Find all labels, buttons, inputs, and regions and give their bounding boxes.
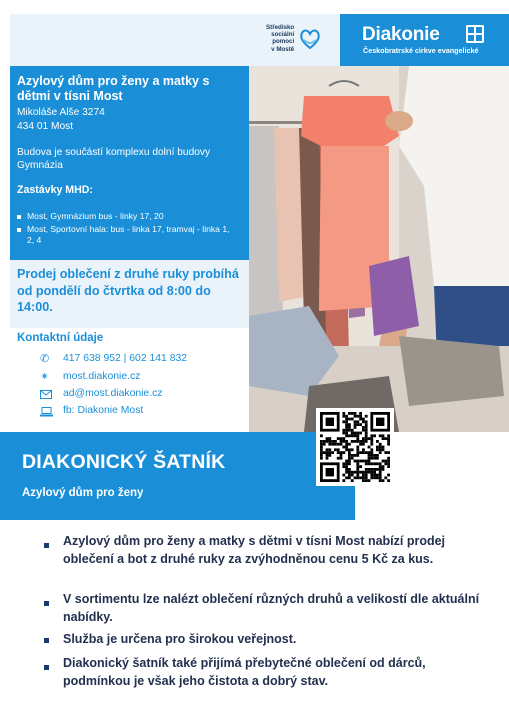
address-city: 434 01 Most [17, 121, 74, 132]
laptop-icon [40, 407, 53, 417]
pin-icon: ✴ [40, 371, 50, 383]
bullet-square-icon [44, 665, 49, 670]
contact-facebook[interactable]: fb: Diakonie Most [63, 405, 144, 416]
contact-phone: 417 638 952 | 602 141 832 [63, 353, 188, 364]
phone-icon: ✆ [40, 353, 50, 365]
info-bullet: Služba je určena pro širokou veřejnost. [63, 632, 297, 646]
title-banner [0, 432, 355, 520]
stops-heading: Zastávky MHD: [17, 184, 93, 196]
bullet-square-icon [44, 601, 49, 606]
address-street: Mikoláše Alše 3274 [17, 107, 105, 118]
contact-heading: Kontaktní údaje [17, 332, 104, 344]
qr-code[interactable] [320, 412, 390, 482]
contact-email[interactable]: ad@most.diakonie.cz [63, 388, 163, 399]
info-bullet: Diakonický šatník také přijímá přebytečné oblečení od dárců, podmínkou je však jeho čistota a dobrý stav. [63, 656, 426, 688]
banner-title: DIAKONICKÝ ŠATNÍK [22, 451, 226, 473]
info-bullet: V sortimentu lze nalézt oblečení různých druhů a velikostí dle aktuální nabídky. [63, 592, 480, 624]
diakonie-cross-logo-icon [466, 25, 484, 43]
heart-hands-icon [298, 26, 322, 52]
envelope-icon [40, 390, 52, 399]
bullet-square-icon [17, 228, 21, 232]
stop-item: Most, Gymnázium bus - linky 17, 20 [17, 211, 239, 222]
shelter-title: Azylový dům pro ženy a matky s dětmi v tísni Most [17, 74, 210, 103]
clothing-rack-photo [249, 66, 509, 432]
stop-item: Most, Sportovní hala: bus - linka 17, tramvaj - linka 1, 2, 4 [17, 224, 239, 246]
center-logo-text: Středisko sociální pomoci v Mostě [266, 24, 295, 53]
sale-hours-text: Prodej oblečení z druhé ruky probíhá od pondělí do čtvrtka od 8:00 do 14:00. [17, 267, 239, 314]
bullet-square-icon [44, 543, 49, 548]
bullet-square-icon [17, 215, 21, 219]
banner-subtitle: Azylový dům pro ženy [22, 487, 144, 499]
contact-web[interactable]: most.diakonie.cz [63, 371, 141, 382]
bullet-square-icon [44, 638, 49, 643]
brand-name: Diakonie [362, 24, 440, 45]
brand-subtitle: Českobratrské církve evangelické [363, 46, 479, 55]
complex-note: Budova je součástí komplexu dolní budovy Gymnázia [17, 147, 211, 171]
info-bullet: Azylový dům pro ženy a matky s dětmi v tísni Most nabízí prodej oblečení a bot z druhé ruky za zvýhodněnou cenu 5 Kč za kus. [63, 534, 446, 566]
